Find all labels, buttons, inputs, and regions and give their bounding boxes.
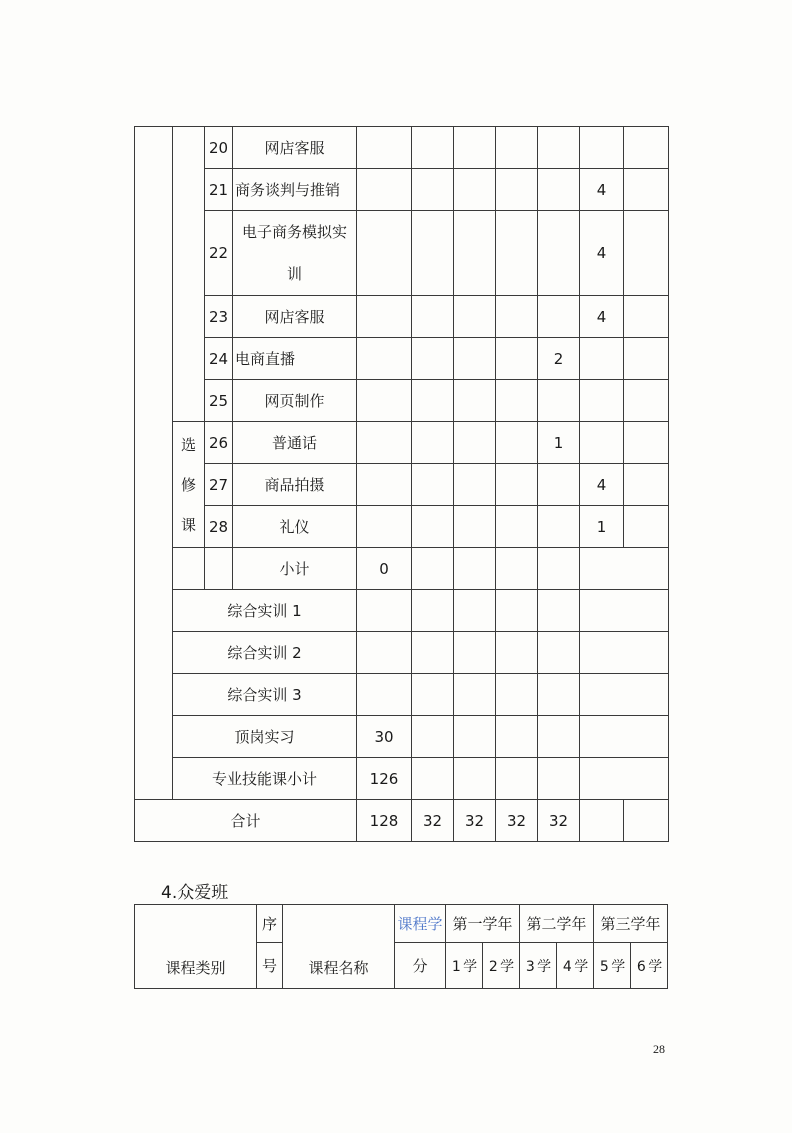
practice-credit bbox=[357, 590, 412, 632]
credit-cell bbox=[357, 464, 412, 506]
semester-hours-cell bbox=[580, 127, 624, 169]
semester-4-header: 4 学 bbox=[557, 943, 594, 989]
semester-hours-cell bbox=[454, 338, 496, 380]
course-category-header: 课程类别 bbox=[135, 905, 257, 989]
table-row bbox=[135, 127, 669, 169]
practice-label: 综合实训 3 bbox=[173, 674, 357, 716]
credit-cell bbox=[357, 169, 412, 211]
blank-cell bbox=[454, 632, 496, 674]
credit-cell bbox=[357, 380, 412, 422]
semester-hours-cell bbox=[454, 296, 496, 338]
semester-hours-cell bbox=[538, 211, 580, 296]
course-number: 27 bbox=[205, 464, 233, 506]
semester-hours-cell bbox=[624, 506, 669, 548]
semester-1-header: 1 学 bbox=[446, 943, 483, 989]
course-number: 20 bbox=[205, 127, 233, 169]
semester-hours-cell bbox=[624, 296, 669, 338]
blank-cell bbox=[454, 590, 496, 632]
elective-label-char: 选 bbox=[180, 435, 196, 454]
semester-hours-cell bbox=[412, 127, 454, 169]
class-header-table bbox=[134, 904, 668, 989]
course-name: 网店客服 bbox=[233, 127, 357, 169]
course-name-line: 电子商务模拟实 bbox=[241, 223, 347, 241]
course-name bbox=[233, 211, 357, 296]
semester-hours-cell bbox=[624, 380, 669, 422]
section-title: 4.众爱班 bbox=[161, 883, 229, 903]
practice-credit bbox=[357, 632, 412, 674]
blank-cell bbox=[412, 590, 454, 632]
page-number: 28 bbox=[653, 1042, 665, 1056]
blank-cell bbox=[538, 716, 580, 758]
semester-hours-cell bbox=[412, 338, 454, 380]
blank-cell bbox=[580, 632, 669, 674]
credit-cell bbox=[357, 127, 412, 169]
blank-cell bbox=[412, 716, 454, 758]
semester-hours-cell bbox=[496, 380, 538, 422]
table-row bbox=[135, 422, 669, 464]
elective-category-label bbox=[173, 422, 205, 548]
semester-hours-cell bbox=[496, 211, 538, 296]
semester-hours-cell bbox=[624, 127, 669, 169]
semester-hours-cell bbox=[454, 127, 496, 169]
semester-hours-cell: 1 bbox=[538, 422, 580, 464]
practice-label: 顶岗实习 bbox=[173, 716, 357, 758]
table-row bbox=[135, 296, 669, 338]
total-semester-cell bbox=[624, 800, 669, 842]
blank-cell bbox=[538, 758, 580, 800]
practice-label: 专业技能课小计 bbox=[173, 758, 357, 800]
blank-cell bbox=[538, 548, 580, 590]
course-name: 网店客服 bbox=[233, 296, 357, 338]
blank-cell bbox=[496, 716, 538, 758]
practice-credit bbox=[357, 674, 412, 716]
blank-cell bbox=[412, 632, 454, 674]
credit-cell bbox=[357, 506, 412, 548]
semester-hours-cell: 1 bbox=[580, 506, 624, 548]
blank-cell bbox=[173, 548, 205, 590]
course-number: 21 bbox=[205, 169, 233, 211]
course-number: 23 bbox=[205, 296, 233, 338]
blank-cell bbox=[412, 548, 454, 590]
blank-cell bbox=[412, 758, 454, 800]
semester-hours-cell bbox=[412, 506, 454, 548]
semester-hours-cell bbox=[496, 338, 538, 380]
subtotal-row bbox=[135, 548, 669, 590]
subcategory-blank bbox=[173, 127, 205, 422]
seq-header-bottom: 号 bbox=[257, 943, 283, 989]
semester-hours-cell bbox=[496, 422, 538, 464]
practice-row bbox=[135, 674, 669, 716]
course-number: 28 bbox=[205, 506, 233, 548]
semester-hours-cell bbox=[624, 464, 669, 506]
semester-hours-cell bbox=[580, 380, 624, 422]
semester-5-header: 5 学 bbox=[594, 943, 631, 989]
semester-hours-cell bbox=[454, 169, 496, 211]
course-name: 网页制作 bbox=[233, 380, 357, 422]
practice-label: 综合实训 1 bbox=[173, 590, 357, 632]
seq-header-top: 序 bbox=[257, 905, 283, 943]
course-schedule-table bbox=[134, 126, 669, 842]
semester-hours-cell bbox=[624, 211, 669, 296]
blank-cell bbox=[454, 716, 496, 758]
semester-hours-cell bbox=[496, 169, 538, 211]
course-name: 普通话 bbox=[233, 422, 357, 464]
practice-row bbox=[135, 632, 669, 674]
semester-2-header: 2 学 bbox=[483, 943, 520, 989]
course-number: 26 bbox=[205, 422, 233, 464]
total-label: 合计 bbox=[135, 800, 357, 842]
credit-header-top: 课程学 bbox=[395, 905, 446, 943]
total-semester-cell bbox=[580, 800, 624, 842]
header-row-top bbox=[135, 905, 668, 943]
semester-hours-cell bbox=[412, 296, 454, 338]
blank-cell bbox=[538, 590, 580, 632]
blank-cell bbox=[496, 758, 538, 800]
total-semester-cell: 32 bbox=[412, 800, 454, 842]
course-name-header: 课程名称 bbox=[283, 905, 395, 989]
blank-cell bbox=[580, 758, 669, 800]
blank-cell bbox=[580, 716, 669, 758]
course-name-line: 训 bbox=[286, 265, 302, 283]
semester-hours-cell bbox=[412, 211, 454, 296]
semester-hours-cell bbox=[580, 422, 624, 464]
semester-hours-cell: 2 bbox=[538, 338, 580, 380]
blank-cell bbox=[496, 674, 538, 716]
practice-row bbox=[135, 758, 669, 800]
semester-hours-cell bbox=[538, 380, 580, 422]
semester-hours-cell bbox=[496, 464, 538, 506]
blank-cell bbox=[412, 674, 454, 716]
semester-hours-cell: 4 bbox=[580, 464, 624, 506]
credit-cell bbox=[357, 296, 412, 338]
semester-hours-cell bbox=[454, 211, 496, 296]
semester-hours-cell bbox=[538, 506, 580, 548]
semester-hours-cell bbox=[454, 380, 496, 422]
practice-row bbox=[135, 590, 669, 632]
blank-cell bbox=[205, 548, 233, 590]
credit-cell bbox=[357, 422, 412, 464]
total-row bbox=[135, 800, 669, 842]
semester-hours-cell bbox=[496, 296, 538, 338]
table-row bbox=[135, 506, 669, 548]
blank-cell bbox=[580, 674, 669, 716]
semester-hours-cell bbox=[454, 506, 496, 548]
blank-cell bbox=[496, 548, 538, 590]
credit-header-bottom: 分 bbox=[395, 943, 446, 989]
semester-hours-cell bbox=[624, 338, 669, 380]
practice-label: 综合实训 2 bbox=[173, 632, 357, 674]
semester-hours-cell bbox=[454, 422, 496, 464]
total-credit: 128 bbox=[357, 800, 412, 842]
practice-row bbox=[135, 716, 669, 758]
semester-hours-cell: 4 bbox=[580, 296, 624, 338]
blank-cell bbox=[454, 674, 496, 716]
semester-hours-cell bbox=[624, 169, 669, 211]
course-name: 电商直播 bbox=[233, 338, 357, 380]
semester-6-header: 6 学 bbox=[631, 943, 668, 989]
elective-label-char: 课 bbox=[180, 515, 196, 534]
year-1-header: 第一学年 bbox=[446, 905, 520, 943]
table-row bbox=[135, 464, 669, 506]
semester-hours-cell bbox=[538, 464, 580, 506]
total-semester-cell: 32 bbox=[496, 800, 538, 842]
blank-cell bbox=[538, 632, 580, 674]
table-row bbox=[135, 338, 669, 380]
blank-cell bbox=[496, 632, 538, 674]
course-name: 礼仪 bbox=[233, 506, 357, 548]
semester-hours-cell: 4 bbox=[580, 169, 624, 211]
table-row bbox=[135, 169, 669, 211]
year-3-header: 第三学年 bbox=[594, 905, 668, 943]
semester-hours-cell bbox=[538, 296, 580, 338]
semester-hours-cell bbox=[412, 169, 454, 211]
semester-hours-cell bbox=[580, 338, 624, 380]
subtotal-label: 小计 bbox=[233, 548, 357, 590]
category-column bbox=[135, 127, 173, 800]
course-number: 22 bbox=[205, 211, 233, 296]
blank-cell bbox=[454, 548, 496, 590]
course-name: 商品拍摄 bbox=[233, 464, 357, 506]
blank-cell bbox=[580, 548, 669, 590]
semester-hours-cell bbox=[538, 169, 580, 211]
year-2-header: 第二学年 bbox=[520, 905, 594, 943]
practice-credit: 30 bbox=[357, 716, 412, 758]
course-number: 24 bbox=[205, 338, 233, 380]
blank-cell bbox=[538, 674, 580, 716]
elective-label-char: 修 bbox=[180, 475, 196, 494]
semester-3-header: 3 学 bbox=[520, 943, 557, 989]
total-semester-cell: 32 bbox=[454, 800, 496, 842]
semester-hours-cell bbox=[496, 127, 538, 169]
table-row bbox=[135, 380, 669, 422]
blank-cell bbox=[454, 758, 496, 800]
subtotal-credit: 0 bbox=[357, 548, 412, 590]
course-number: 25 bbox=[205, 380, 233, 422]
semester-hours-cell bbox=[496, 506, 538, 548]
blank-cell bbox=[496, 590, 538, 632]
table-row bbox=[135, 211, 669, 296]
total-semester-cell: 32 bbox=[538, 800, 580, 842]
practice-credit: 126 bbox=[357, 758, 412, 800]
semester-hours-cell: 4 bbox=[580, 211, 624, 296]
semester-hours-cell bbox=[412, 464, 454, 506]
blank-cell bbox=[580, 590, 669, 632]
credit-cell bbox=[357, 211, 412, 296]
semester-hours-cell bbox=[412, 422, 454, 464]
semester-hours-cell bbox=[454, 464, 496, 506]
credit-cell bbox=[357, 338, 412, 380]
semester-hours-cell bbox=[624, 422, 669, 464]
semester-hours-cell bbox=[412, 380, 454, 422]
course-name: 商务谈判与推销 bbox=[233, 169, 357, 211]
semester-hours-cell bbox=[538, 127, 580, 169]
